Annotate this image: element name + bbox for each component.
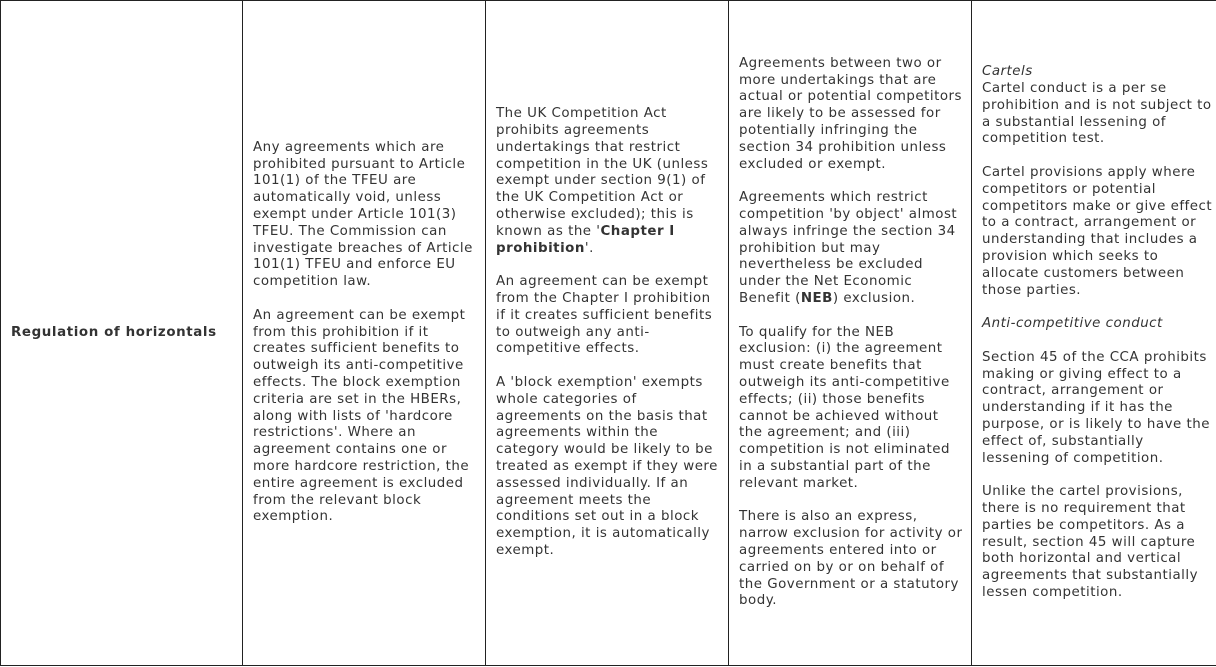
au-paragraph-2: Cartel provisions apply where competitors or potential competitors make or give effect to a contract, arrangement or understanding that includes a provision which seeks to allocate customers between those parties. (982, 165, 1213, 298)
au-paragraph-4: Unlike the cartel provisions, there is no requirement that parties be competitors. As a result, section 45 will capture both horizontal and vertical agreements that substantially lessen competition. (982, 484, 1199, 600)
nz-p2-text: Agreements which restrict competition 'by object' almost always infringe the section 34 prohibition but may nevertheless be excluded under the Net Economic Benefit ( (739, 190, 958, 306)
uk-paragraph-3: A 'block exemption' exempts whole categories of agreements on the basis that agreements within the category would be likely to be treated as exempt if they were assessed individually. If an agreement meets the conditions set out in a block exemption, it is automatically exempt. (496, 374, 718, 558)
au-cell (972, 1, 1216, 666)
au-paragraph-3: Section 45 of the CCA prohibits making or giving effect to a contract, arrangement or understanding if it has the purpose, or is likely to have the effect of, substantially lessening of competition. (982, 349, 1210, 466)
uk-paragraph-2: An agreement can be exempt from the Chapter I prohibition if it creates sufficient benefits to outweigh any anti-competitive effects. (496, 274, 713, 357)
au-paragraph-1: Cartel conduct is a per se prohibition and is not subject to a substantial lessening of competition test. (982, 81, 1212, 147)
eu-cell (243, 1, 486, 666)
uk-p1-end: '. (584, 240, 594, 256)
nz-p2-end: ) exclusion. (832, 291, 916, 306)
uk-p1-text: The UK Competition Act prohibits agreements undertakings that restrict competition in the UK (unless exempt under section 9(1) of the UK Competition Act or otherwise excluded); this is known as the ' (496, 106, 709, 239)
eu-paragraph-1: Any agreements which are prohibited pursuant to Article 101(1) of the TFEU are automatically void, unless exempt under Article 101(3) TFEU. The Commission can investigate breaches of Article 101(1) TFEU and enforce EU competition law. (253, 139, 473, 290)
nz-paragraph-2 (739, 190, 965, 308)
row-label: Regulation of horizontals (11, 324, 217, 340)
eu-paragraph-2: An agreement can be exempt from this prohibition if it creates sufficient benefits to outweigh its anti-competitive effects. The block exemption criteria are set in the HBERs, along with lists of 'hardcore restrictions'. Where an agreement contains one or more hardcore restriction, the entire agreement is excluded from the relevant block exemption. (253, 307, 470, 525)
nz-paragraph-1: Agreements between two or more undertakings that are actual or potential competitors are likely to be assessed for potentially infringing the section 34 prohibition unless excluded or exempt. (739, 55, 962, 172)
cartels-heading: Cartels (982, 64, 1033, 80)
row-label-cell (1, 1, 243, 666)
anti-competitive-conduct-heading: Anti-competitive conduct (982, 316, 1163, 332)
chapter-i-prohibition-term: Chapter I prohibition (496, 223, 675, 256)
nz-cell (729, 1, 972, 666)
uk-paragraph-1 (496, 106, 722, 257)
nz-paragraph-3: To qualify for the NEB exclusion: (i) the agreement must create benefits that outweigh its anti-competitive effects; (ii) those benefits cannot be achieved without the agreement; and (iii) competition is not eliminated in a substantial part of the relevant market. (739, 324, 950, 491)
neb-term: NEB (800, 291, 833, 306)
table-row (1, 1, 1216, 666)
uk-cell (486, 1, 729, 666)
nz-paragraph-4: There is also an express, narrow exclusion for activity or agreements entered into or carried on by or on behalf of the Government or a statutory body. (739, 509, 963, 609)
